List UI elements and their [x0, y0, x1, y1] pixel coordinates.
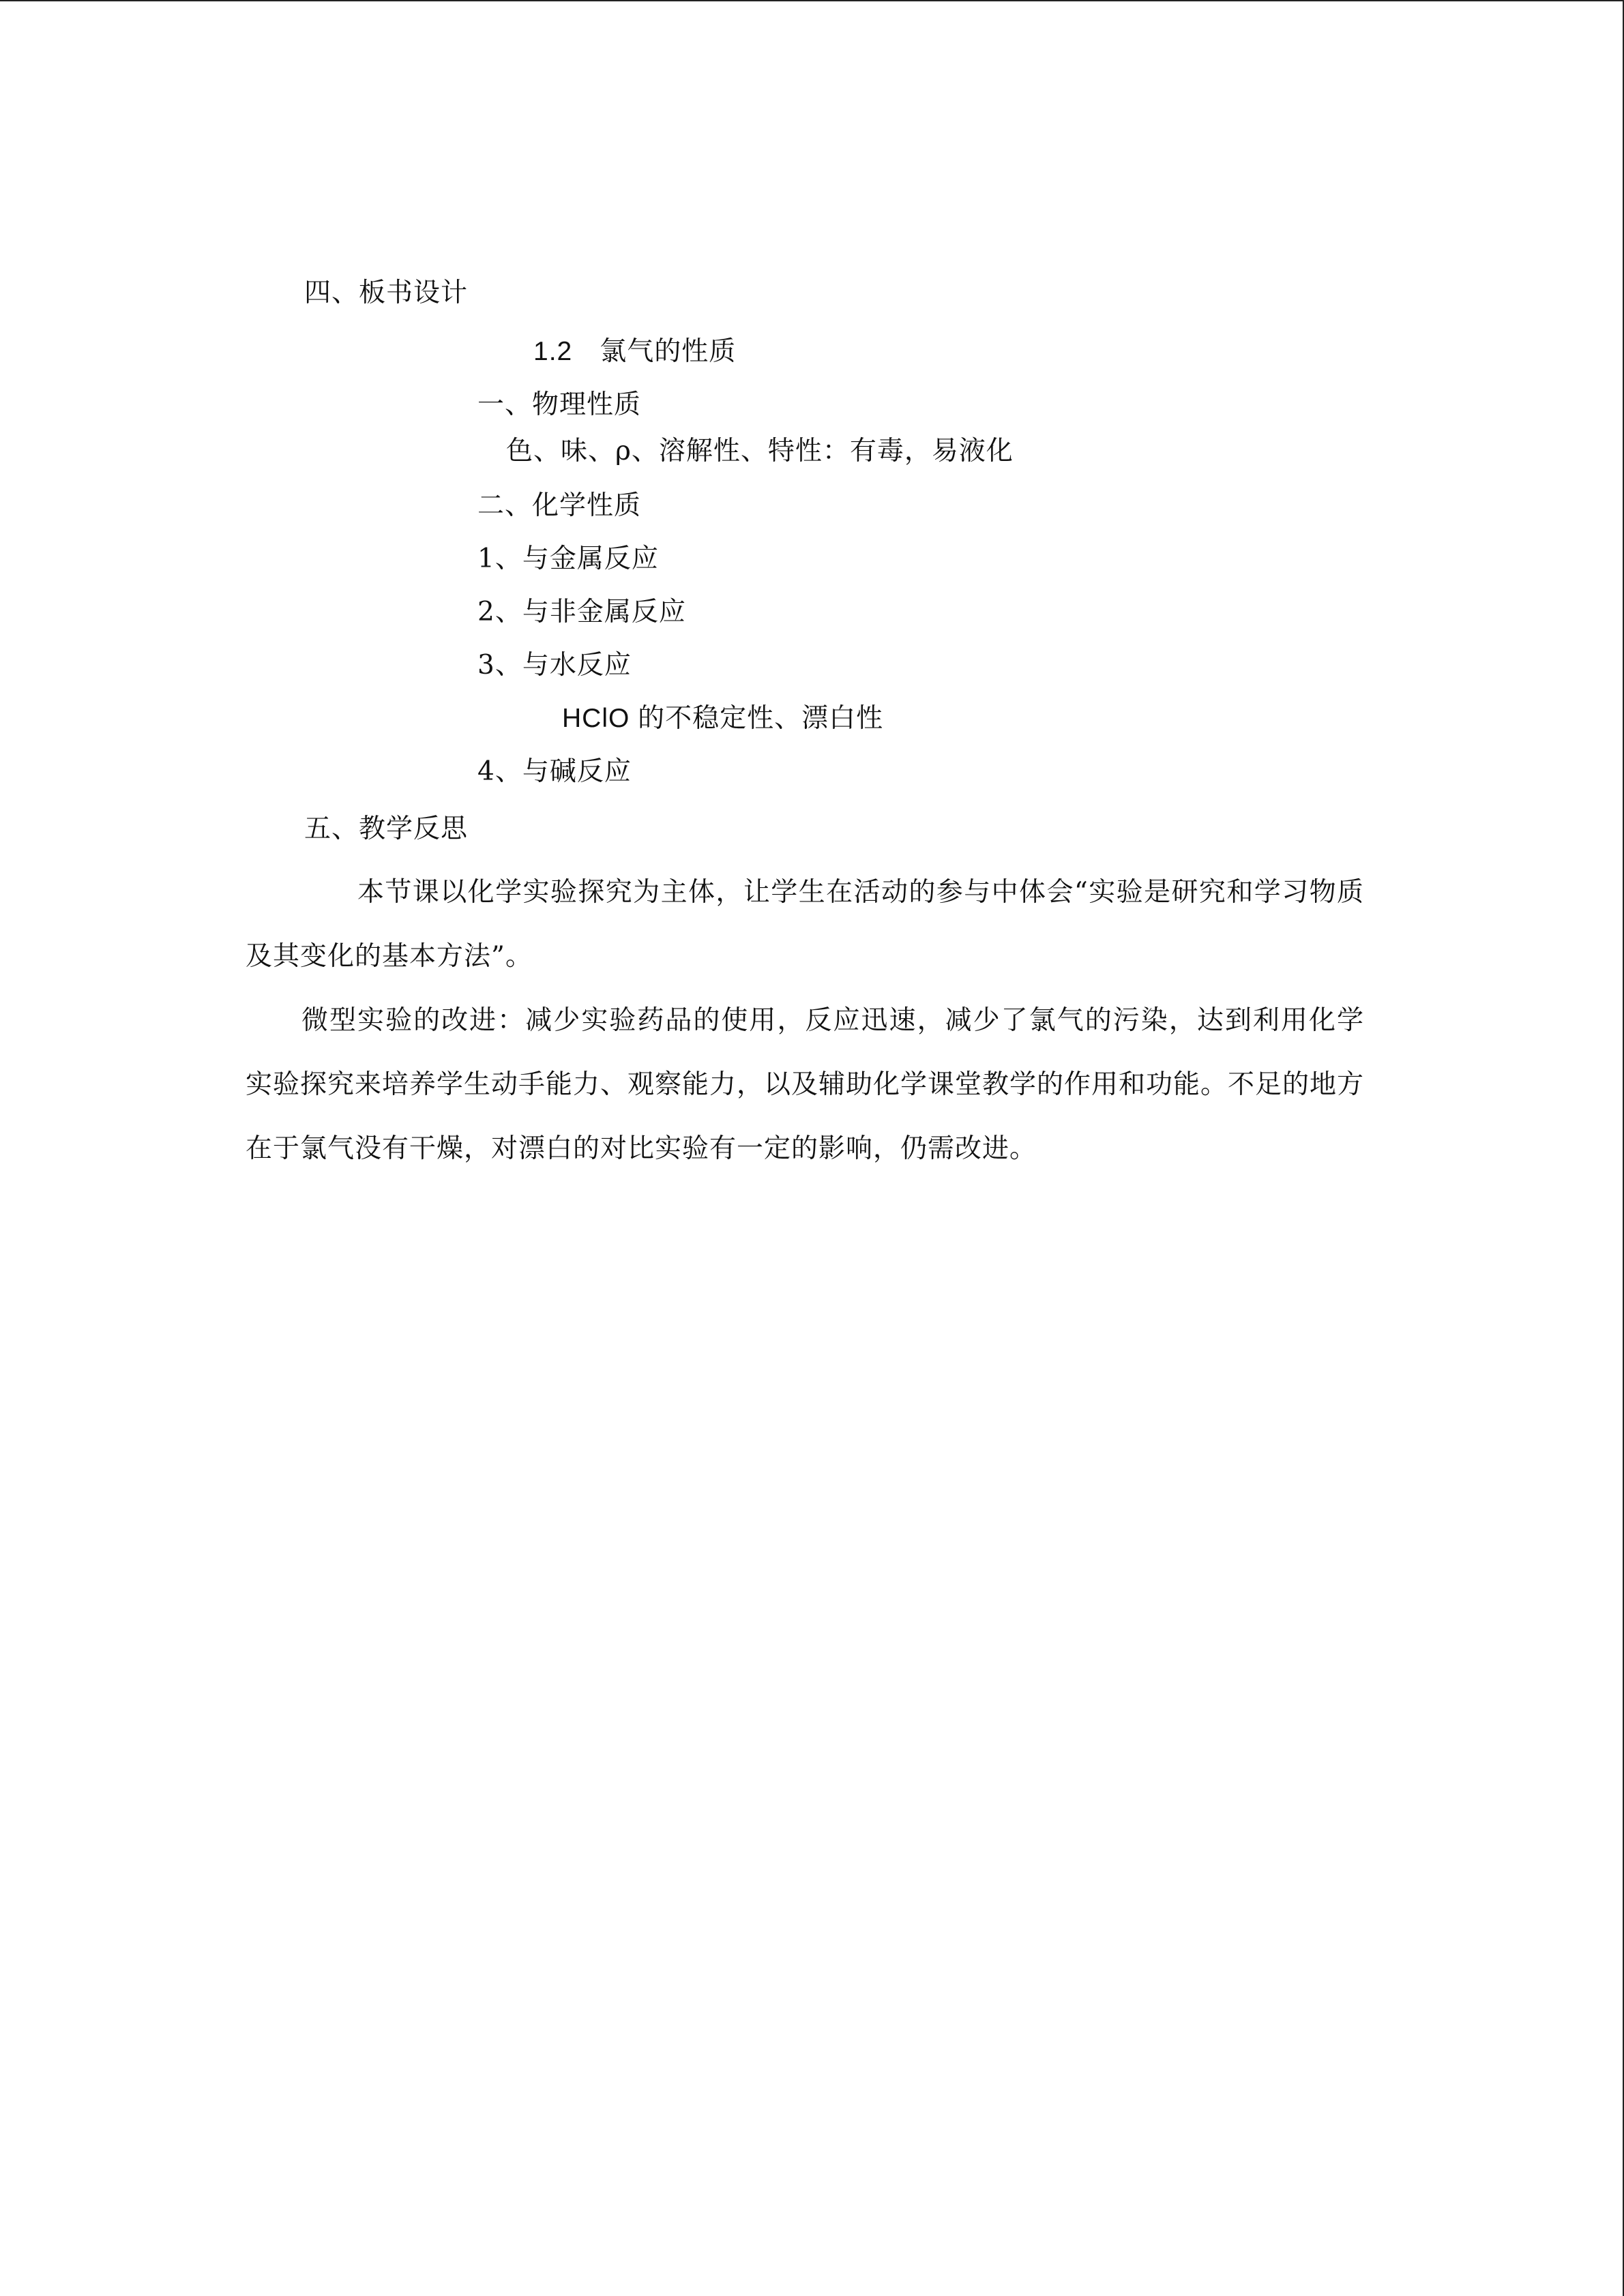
physical-properties-detail: 色、味、ρ、溶解性、特性：有毒，易液化 — [506, 436, 1014, 466]
chem-item-nonmetal: 2、与非金属反应 — [477, 597, 686, 627]
board-title: 1.2 氯气的性质 — [533, 337, 737, 366]
reflection-paragraph-2: 微型实验的改进：减少实验药品的使用，反应迅速，减少了氯气的污染，达到利用化学实验探究来培养学生动手能力、观察能力，以及辅助化学课堂教学的作用和功能。不足的地方在于氯气没有干燥，对漂白的对比实验有一定的影响，仍需改进。 — [246, 1005, 1365, 1164]
reflection-paragraph-1: 本节课以化学实验探究为主体，让学生在活动的参与中体会“实验是研究和学习物质及其变化的基本方法”。 — [246, 877, 1364, 972]
section5-heading: 五、教学反思 — [304, 814, 469, 844]
chemical-properties-heading: 二、化学性质 — [477, 490, 642, 521]
hclo-note: HClO 的不稳定性、漂白性 — [562, 704, 884, 733]
section4-heading: 四、板书设计 — [304, 278, 469, 308]
physical-properties-heading: 一、物理性质 — [477, 389, 642, 420]
chem-item-base: 4、与碱反应 — [477, 756, 632, 787]
chem-item-water: 3、与水反应 — [477, 650, 632, 681]
chem-item-metal: 1、与金属反应 — [477, 543, 659, 574]
